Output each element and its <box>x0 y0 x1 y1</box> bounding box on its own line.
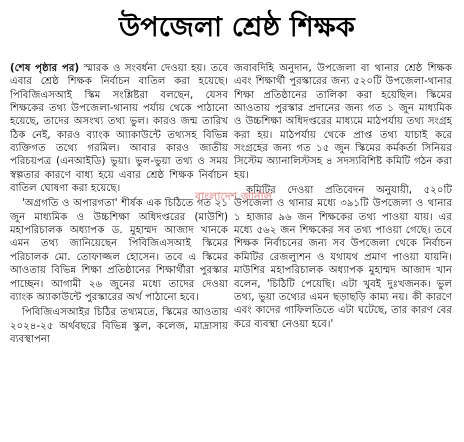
headline: উপজেলা শ্রেষ্ঠ শিক্ষক <box>119 11 355 43</box>
left-column <box>10 62 228 438</box>
paragraph: কমিটির দেওয়া প্রতিবেদন অনুযায়ী, ৫২০টি উপজেলা ও থানার মধ্যে ৩৯১টি উপজেলা ও থানার ১ হাজার ৯৬ জন শিক্ষকের তথ্য পাওয়া যায়। এর মধ্যে ৫৬২ জন শিক্ষকের সব তথ্য পাওয়া গেছে। তবে শিক্ষক নির্বাচনের জন্য সব উপজেলা থেকে নির্বাচন কমিটির রেজল্যুশন ও যথাযথ প্রমাণ পাওয়া যায়নি। মাউশির মহাপরিচালক অধ্যাপক মুহাম্মদ আজাদ খান বলেন, 'চিঠিটি পেয়েছি। এটা খুবই দুঃখজনক। ভুল তথ্য, ভুয়া তথ্যের এমন ছড়াছড়ি কাম্য নয়। কী কারণে এবং কাদের গাফিলতিতে এটা ঘটেছে, তার কারণ বের করে ব্যবস্থা নেওয়া হবে।' <box>234 185 452 330</box>
paragraph-text: স্মারক ও সংবর্ধনা দেওয়া হয়। তবে এবার শ্রেষ্ঠ শিক্ষক নির্বাচন বাতিল করা হয়েছে। পিবিজিএসআই স্কিম সংশ্লিষ্টরা বলছেন, যেসব শিক্ষকের তথ্য উপজেলা-থানায় পর্যায় থেকে পাঠানো হয়েছে, তাদের অসংখ্য তথ্য ভুল। কারও জন্ম তারিখ ঠিক নেই, কারও ব্যাংক অ্যাকাউন্টে তথ্যসহ বিভিন্ন ব্যক্তিগত তথ্যে গরমিল। আবার কারও জাতীয় পরিচয়পত্র (এনআইডি) ভুয়া। ভুল-ভুয়া তথ্য ও সময় স্বল্পতার কারণে বাধ্য হয়ে এবার শ্রেষ্ঠ শিক্ষক নির্বাচন বাতিল ঘোষণা করা হয়েছে। <box>10 63 228 195</box>
paragraph: জবাবদিহি অনুদান, উপজেলা বা থানার শ্রেষ্ঠ শিক্ষক এবং শিক্ষার্থী পুরস্কারের জন্য ৫২০টি উপজেলা-থানার শিক্ষা প্রতিষ্ঠানের তালিকা করা হয়েছিল। স্কিমের আওতায় পুরস্কার প্রদানের জন্য গত ১ জুন মাধ্যমিক ও উচ্চশিক্ষা অধিদপ্তরের মাধ্যমে মাঠপর্যায় তথ্য সংগ্রহ করা হয়। মাঠপর্যায় থেকে প্রাপ্ত তথ্য যাচাই করে সংগ্রহের জন্য গত ১৫ জুন স্কিমের কর্মকর্তা সিনিয়র সিস্টেম অ্যানালিস্টসহ ৪ সদস্যবিশিষ্ট কমিটি গঠন করা হয়। <box>234 63 452 181</box>
watermark: বাংলাদেশ জার্নাল <box>195 190 272 203</box>
paragraph <box>10 62 228 195</box>
continued-label: (শেষ পৃষ্ঠার পর) <box>10 63 80 74</box>
paragraph: পিবিজিএসআইর চিঠির তথ্যমতে, স্কিমের আওতায় ২০২৪-২৫ অর্থবছরে বিভিন্ন স্কুল, কলেজ, মাদ্রাসায় ব্যবস্থাপনা <box>10 307 228 345</box>
right-column <box>234 62 452 438</box>
paragraph: 'অগ্রগতি ও অপারগতা' শীর্ষক এক চিঠিতে গত ২১ জুন মাধ্যমিক ও উচ্চশিক্ষা অধিদপ্তরের (মাউশি) মহাপরিচালক অধ্যাপক ড. মুহাম্মদ আজাদ খানকে এমন তথ্য জানিয়েছেন পিবিজিএসআই স্কিমের পরিচালক মো. তোফাজ্জল হোসেন। তবে এ স্কিমের আওতায় বিভিন্ন শিক্ষা প্রতিষ্ঠানের শিক্ষার্থীরা পুরস্কার পাচ্ছেন। আগামী ২৬ জুনের মধ্যে তাদের দেওয়া ব্যাংক অ্যাকাউন্টে পুরস্কারের অর্থ পাঠানো হবে। <box>10 198 228 303</box>
headline-box <box>118 8 356 50</box>
